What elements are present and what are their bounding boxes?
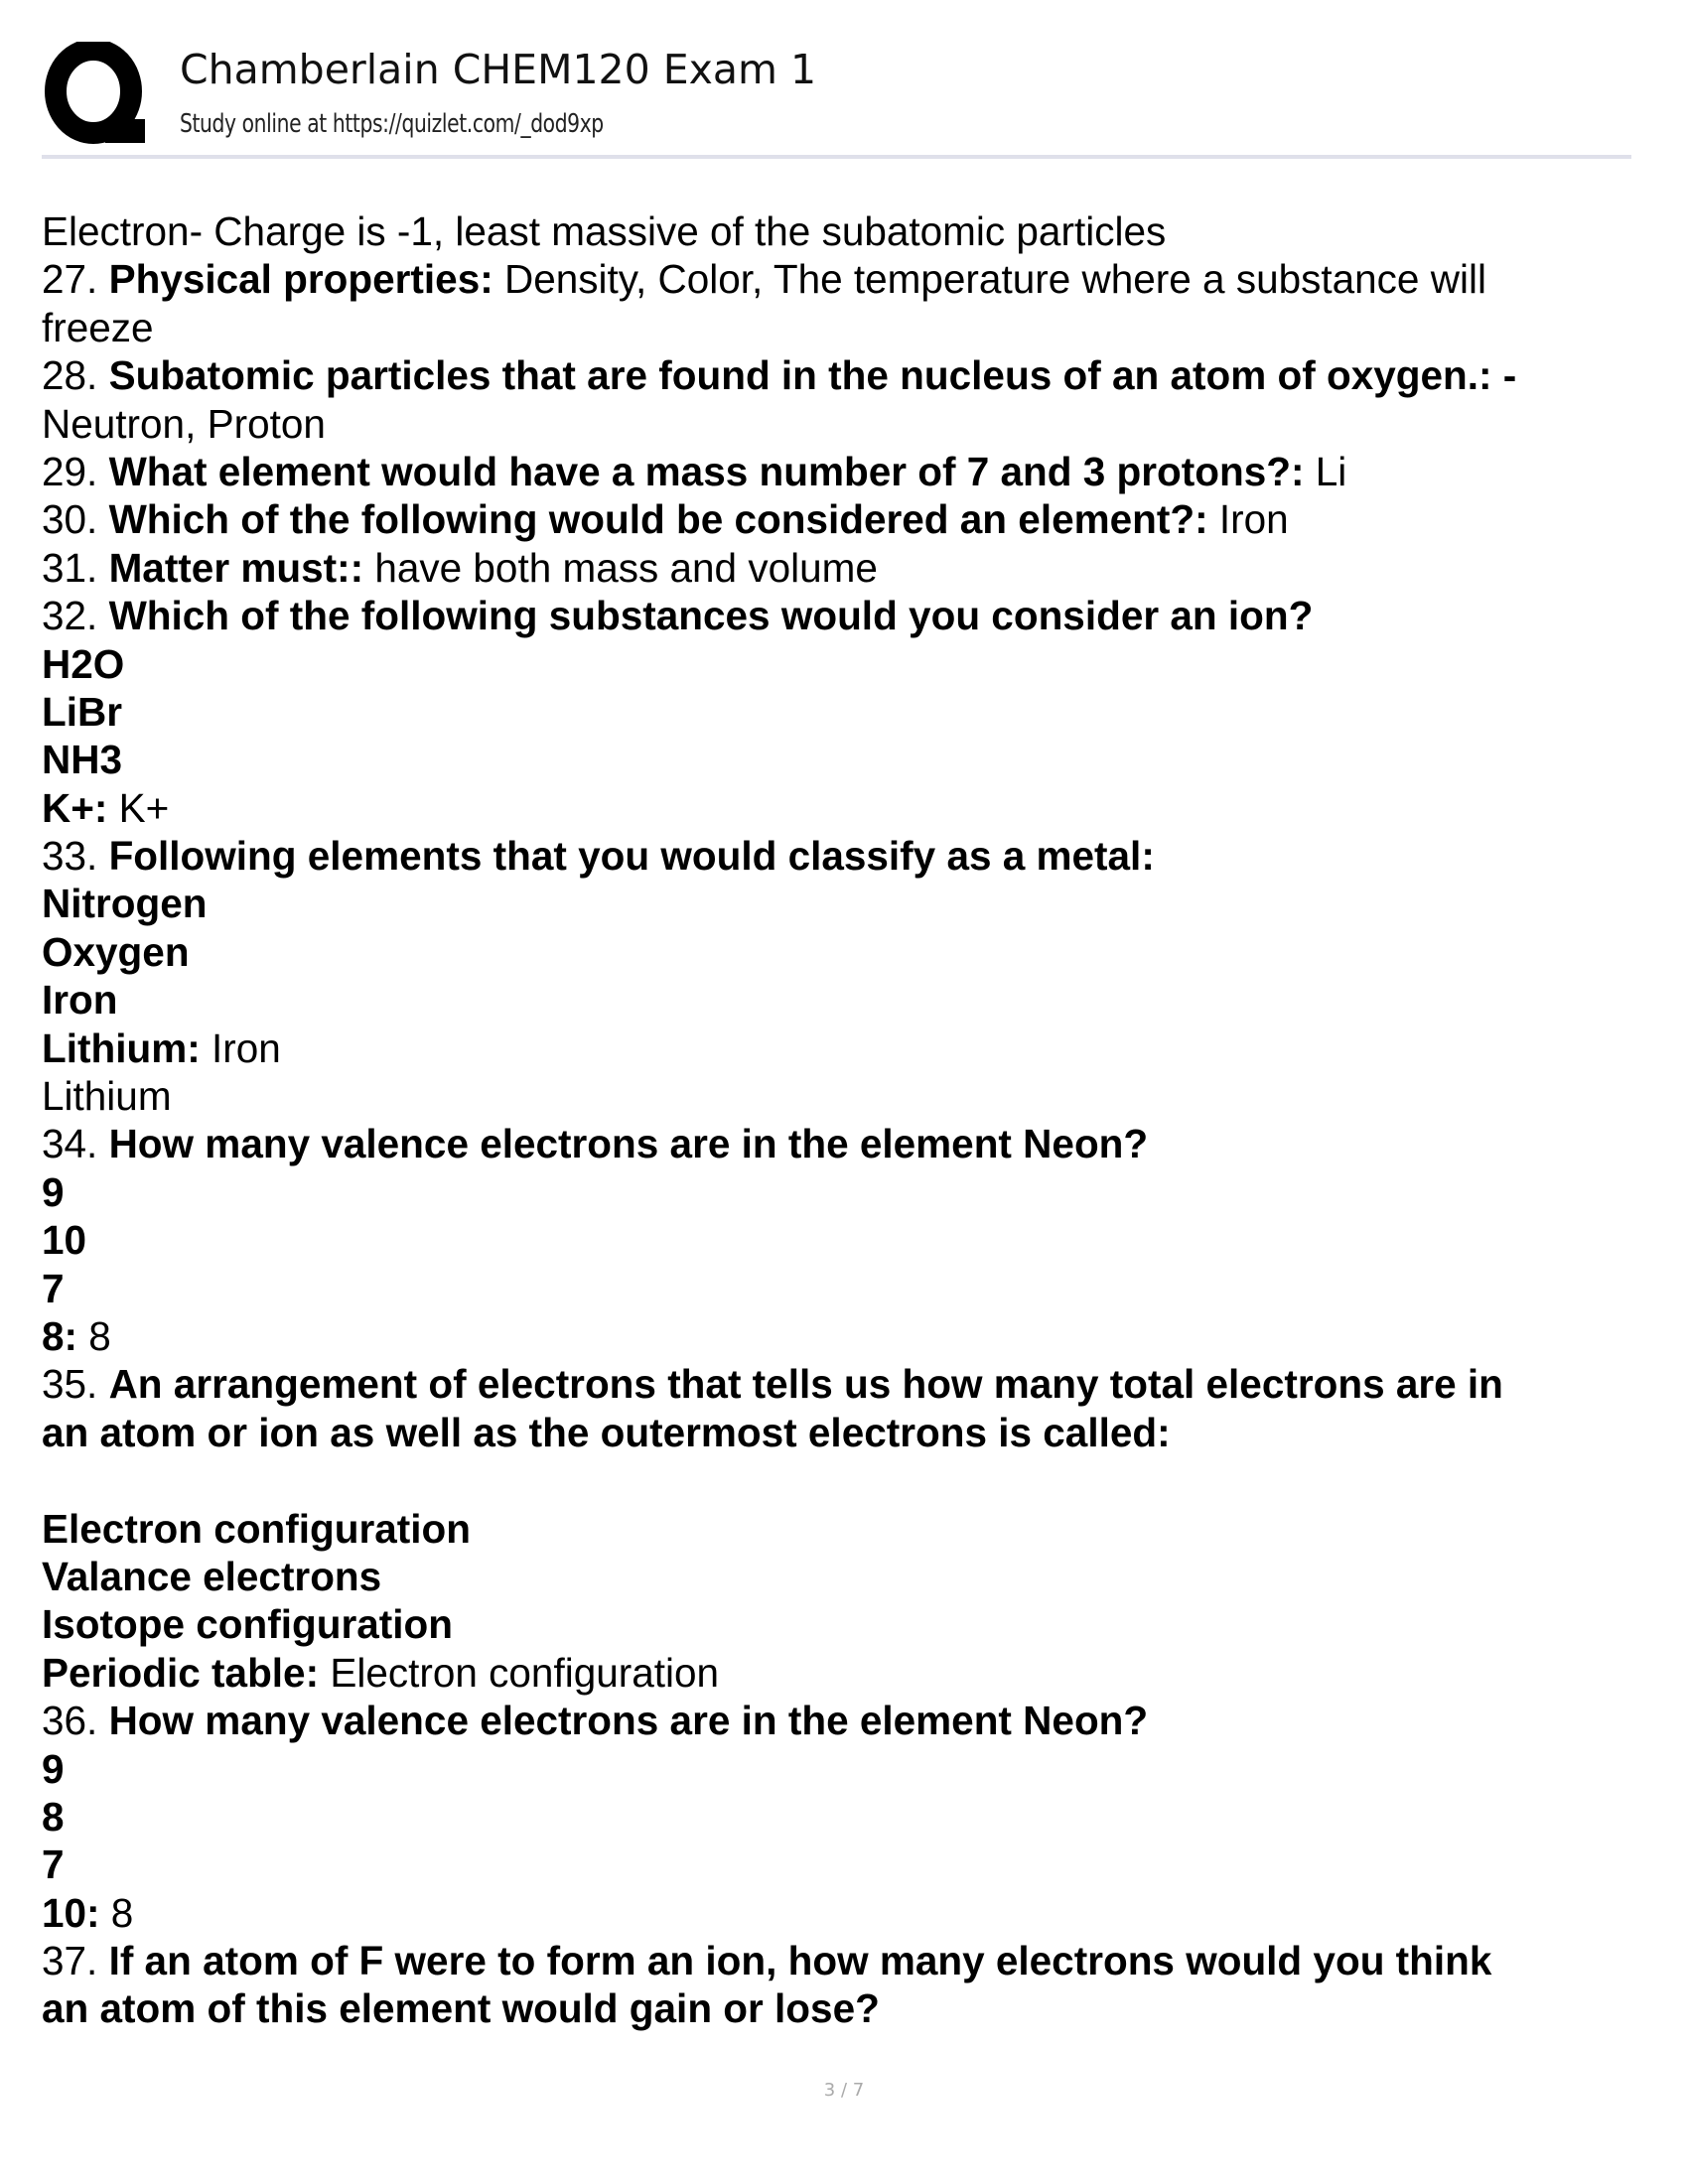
term-text: H2O [42, 640, 125, 687]
text-line [42, 1745, 1516, 1793]
definition-text: 30. [42, 496, 109, 543]
quizlet-logo [44, 42, 149, 147]
flashcard-content [42, 207, 1516, 2033]
text-line [42, 1505, 1516, 1553]
term-text: 8 [42, 1793, 65, 1840]
text-line [42, 1984, 1516, 2032]
definition-text: Iron [1207, 496, 1289, 543]
definition-text: Density, Color, The temperature where a substance will [492, 256, 1486, 303]
text-line [42, 1216, 1516, 1264]
text-line [42, 736, 1516, 783]
definition-text: 34. [42, 1121, 109, 1167]
term-text: If an atom of F were to form an ion, how many electrons would you think [108, 1938, 1492, 1984]
text-line [42, 1168, 1516, 1216]
page-number: 3 / 7 [823, 2080, 865, 2101]
text-line [42, 1072, 1516, 1120]
term-text: 9 [42, 1168, 65, 1215]
definition-text: Lithium [42, 1073, 172, 1120]
quizlet-q-icon [44, 42, 149, 147]
term-text: What element would have a mass number of 7 and 3 protons?: [108, 448, 1305, 494]
definition-text: 32. [42, 593, 109, 639]
term-text: Nitrogen [42, 881, 208, 927]
text-line [42, 400, 1516, 448]
term-text: Periodic table: [42, 1649, 320, 1696]
term-text: Oxygen [42, 928, 190, 975]
text-line [42, 1600, 1516, 1648]
definition-text: 27. [42, 256, 109, 303]
definition-text: 31. [42, 544, 109, 591]
study-online-link[interactable]: Study online at https://quizlet.com/_dod9xp [180, 109, 604, 139]
term-text: 8: [42, 1312, 78, 1359]
definition-text: 36. [42, 1698, 109, 1744]
text-line [42, 1649, 1516, 1697]
text-line [42, 1409, 1516, 1456]
text-line [42, 1360, 1516, 1408]
term-text: Valance electrons [42, 1553, 382, 1599]
text-line [42, 1697, 1516, 1744]
term-text: NH3 [42, 737, 123, 783]
header-divider [42, 155, 1631, 159]
text-line [42, 1312, 1516, 1360]
term-text: 7 [42, 1842, 65, 1888]
definition-text: have both mass and volume [363, 544, 878, 591]
term-text: Following elements that you would classify as a metal: [108, 833, 1155, 880]
term-text: Which of the following would be considered an element?: [108, 496, 1208, 543]
term-text: Isotope configuration [42, 1601, 453, 1648]
term-text: an atom of this element would gain or lose? [42, 1985, 880, 2032]
term-text: 7 [42, 1265, 65, 1311]
text-line [42, 688, 1516, 736]
text-line [42, 544, 1516, 592]
text-line [42, 1553, 1516, 1600]
term-text: 9 [42, 1745, 65, 1792]
term-text: Physical properties: [108, 256, 493, 303]
text-line [42, 928, 1516, 976]
text-line [42, 592, 1516, 639]
text-line [42, 304, 1516, 351]
text-line [42, 1937, 1516, 1984]
term-text: an atom or ion as well as the outermost electrons is called: [42, 1409, 1171, 1455]
term-text: Electron configuration [42, 1505, 472, 1552]
definition-text: 28. [42, 352, 109, 399]
term-text: Matter must:: [108, 544, 364, 591]
term-text: Iron [42, 977, 118, 1024]
definition-text: Iron [200, 1024, 281, 1071]
text-line [42, 448, 1516, 495]
text-line [42, 351, 1516, 399]
definition-text: 29. [42, 448, 109, 494]
text-line [42, 1841, 1516, 1888]
text-line [42, 255, 1516, 303]
term-text: K+: [42, 784, 108, 831]
text-line [42, 1024, 1516, 1072]
term-text: Which of the following substances would you consider an ion? [108, 593, 1314, 639]
definition-text: 8 [99, 1889, 134, 1936]
term-text: How many valence electrons are in the element Neon? [108, 1121, 1149, 1167]
text-line [42, 832, 1516, 880]
term-text: Subatomic particles that are found in the nucleus of an atom of oxygen.: - [108, 352, 1517, 399]
text-line [42, 880, 1516, 927]
text-line [42, 1265, 1516, 1312]
definition-text: Li [1304, 448, 1347, 494]
definition-text: 33. [42, 833, 109, 880]
term-text: 10: [42, 1889, 100, 1936]
text-line [42, 1456, 1516, 1504]
text-line [42, 1120, 1516, 1167]
term-text: An arrangement of electrons that tells us how many total electrons are in [108, 1361, 1503, 1408]
term-text: LiBr [42, 688, 122, 735]
text-line [42, 784, 1516, 832]
definition-text: 35. [42, 1361, 109, 1408]
document-title: Chamberlain CHEM120 Exam 1 [180, 46, 817, 93]
definition-text: Electron configuration [319, 1649, 720, 1696]
definition-text: Neutron, Proton [42, 400, 326, 447]
definition-text: 37. [42, 1938, 109, 1984]
definition-text: freeze [42, 304, 154, 350]
text-line [42, 640, 1516, 688]
text-line [42, 1889, 1516, 1937]
text-line [42, 976, 1516, 1024]
text-line [42, 207, 1516, 255]
definition-text: K+ [107, 784, 170, 831]
term-text: 10 [42, 1217, 87, 1264]
term-text: How many valence electrons are in the element Neon? [108, 1698, 1149, 1744]
term-text: Lithium: [42, 1024, 201, 1071]
definition-text: 8 [77, 1312, 111, 1359]
text-line [42, 1793, 1516, 1841]
text-line [42, 495, 1516, 543]
definition-text: Electron- Charge is -1, least massive of the subatomic particles [42, 208, 1167, 254]
